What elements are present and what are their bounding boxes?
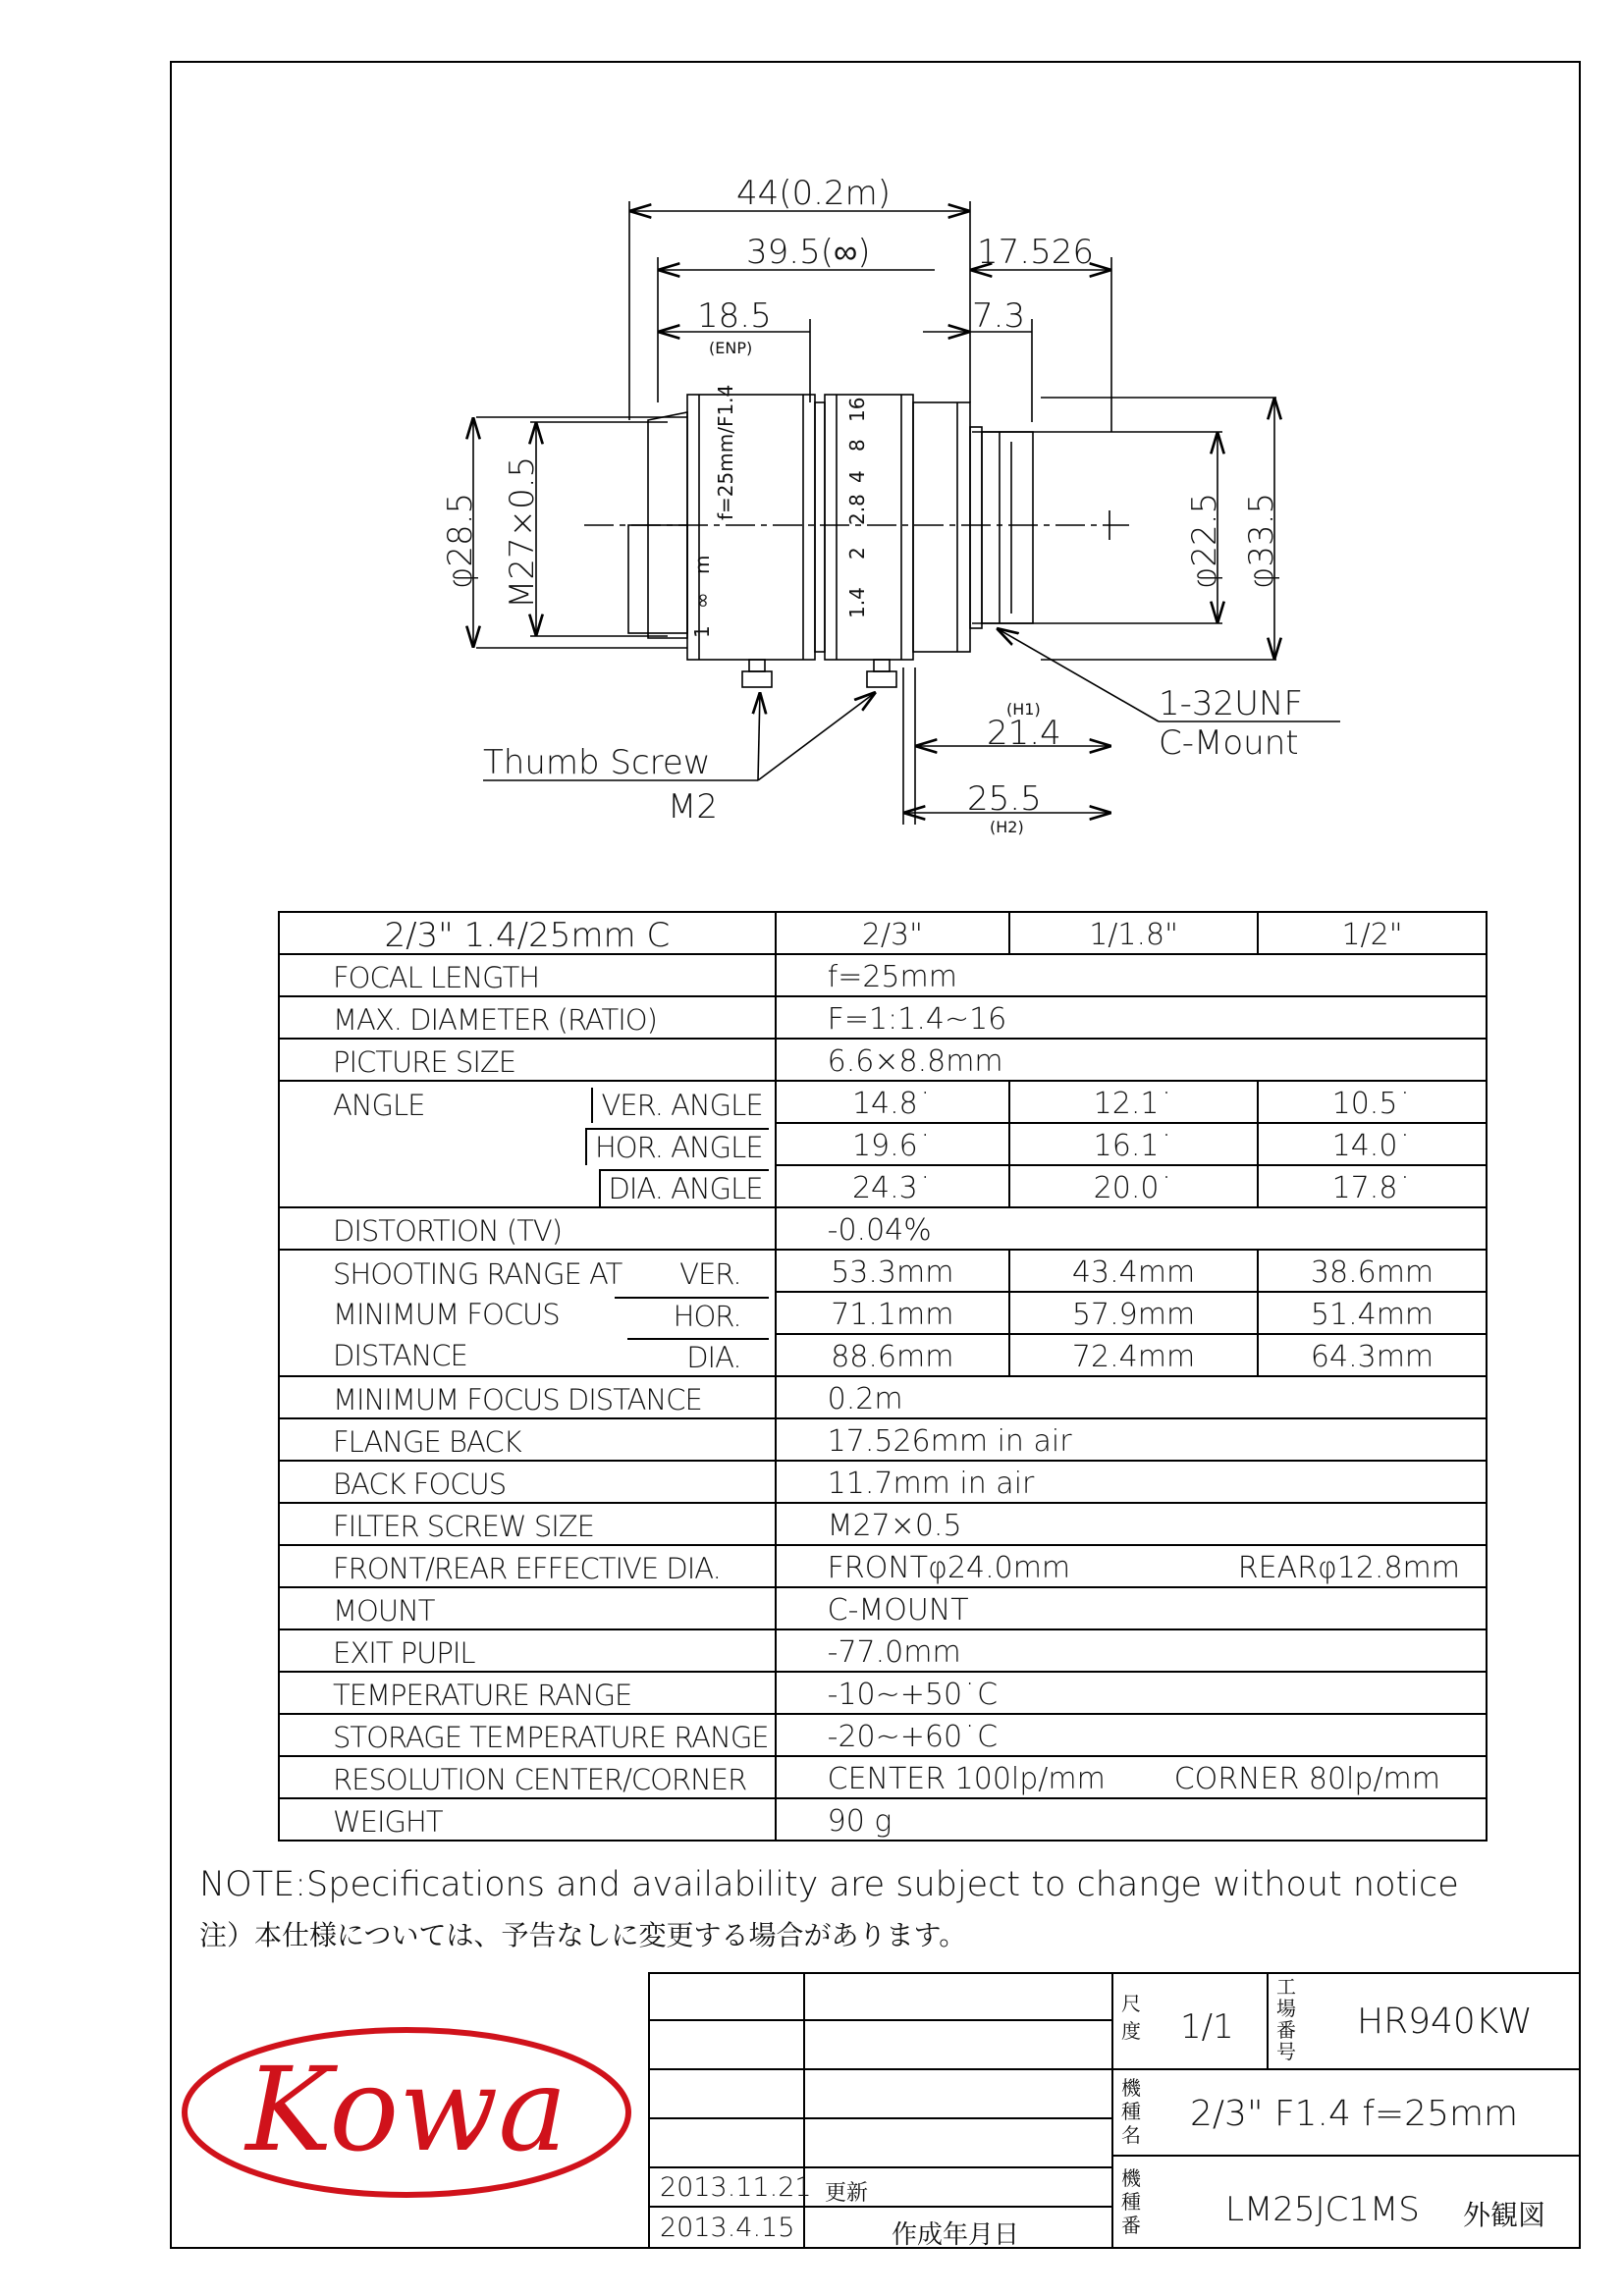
tb-scale: 1/1 [1180,2007,1234,2047]
spec-label: FLANGE BACK [279,1418,776,1461]
tb-date-updated: 2013.11.21 [660,2172,812,2203]
table-row [279,1461,1487,1503]
dim-phi-28-5: φ28.5 [441,492,480,589]
spec-label: MOUNT [279,1587,776,1629]
barrel-aperture-16: 16 [845,397,869,422]
tb-model-label: 機種名 [1121,2076,1141,2147]
table-row [279,996,1487,1039]
spec-label: MAX. DIAMETER (RATIO) [279,996,776,1039]
dim-7-3: 7.3 [972,296,1026,336]
dim-17-526: 17.526 [977,233,1094,272]
barrel-focus-inf: ∞ [690,592,714,609]
lens-drawing [0,0,1623,883]
logo-text: Kowa [245,2042,568,2177]
table-row [279,1629,1487,1672]
tb-cell [648,2117,805,2168]
spec-label [279,1123,776,1165]
table-row [279,1376,1487,1418]
label-thumb-screw: Thumb Screw [483,743,711,782]
spec-header-row [279,912,1487,954]
spec-value: F=1:1.4~16 [776,996,1487,1039]
spec-header-title: 2/3" 1.4/25mm C [279,912,776,954]
spec-label [279,1250,776,1292]
spec-label: FILTER SCREW SIZE [279,1503,776,1545]
spec-label [279,1165,776,1207]
spec-value: 17.8˙ [1258,1165,1487,1207]
spec-value: 10.5˙ [1258,1081,1487,1123]
spec-value: C-MOUNT [776,1587,1487,1629]
spec-value [776,1756,1487,1798]
table-row [279,1418,1487,1461]
spec-value: -77.0mm [776,1629,1487,1672]
table-row [279,1165,1487,1207]
tb-number: LM25JC1MS [1225,2190,1420,2229]
spec-label: FRONT/REAR EFFECTIVE DIA. [279,1545,776,1587]
spec-value: 17.526mm in air [776,1418,1487,1461]
spec-label: RESOLUTION CENTER/CORNER [279,1756,776,1798]
spec-value: 20.0˙ [1009,1165,1258,1207]
spec-value: 88.6mm [776,1334,1009,1376]
table-row [279,1292,1487,1334]
spec-value: 72.4mm [1009,1334,1258,1376]
dim-18-5: 18.5 [697,296,772,336]
dim-21-4: 21.4 [987,714,1061,753]
table-row [279,1081,1487,1123]
spec-value: 14.8˙ [776,1081,1009,1123]
tb-date-created-label: 作成年月日 [892,2220,1020,2250]
table-row [279,1756,1487,1798]
spec-sublabel: VER. [679,1257,741,1291]
spec-label: FOCAL LENGTH [279,954,776,996]
spec-angle-label: ANGLE [333,1089,425,1122]
table-row [279,1714,1487,1756]
tb-factory-label: 工場番号 [1276,1975,1296,2063]
tb-cell [648,1972,805,2021]
spec-value: -20~+60˙C [776,1714,1487,1756]
tb-cell [648,2019,805,2070]
spec-label: STORAGE TEMPERATURE RANGE [279,1714,776,1756]
spec-value: 19.6˙ [776,1123,1009,1165]
spec-value: 12.1˙ [1009,1081,1258,1123]
spec-header-col: 1/1.8" [1009,912,1258,954]
spec-label: MINIMUM FOCUS DISTANCE [279,1376,776,1418]
spec-label: WEIGHT [279,1798,776,1841]
tb-cell [803,2117,1113,2168]
spec-value: 0.2m [776,1376,1487,1418]
tb-scale-label: 尺度 [1121,1992,1141,2043]
dim-m27: M27×0.5 [503,455,542,609]
spec-header-col: 1/2" [1258,912,1487,954]
tb-cell [648,2068,805,2119]
spec-value: 53.3mm [776,1250,1009,1292]
dim-39-5: 39.5(∞) [746,233,871,272]
tb-cell [803,1972,1113,2021]
spec-value: 16.1˙ [1009,1123,1258,1165]
label-unf: 1-32UNF [1159,684,1304,723]
spec-header-col: 2/3" [776,912,1009,954]
spec-sublabel: HOR. [615,1297,769,1334]
spec-value-rear: REARφ12.8mm [1237,1551,1460,1585]
table-row [279,1039,1487,1081]
barrel-aperture-2-8: 2.8 [845,494,869,525]
tb-factory: HR940KW [1357,2002,1533,2042]
dim-enp: (ENP) [709,339,753,357]
spec-label: PICTURE SIZE [279,1039,776,1081]
barrel-aperture-2: 2 [845,547,869,560]
note-english: NOTE:Specifications and availability are subject to change without notice [199,1865,1459,1904]
title-block [648,1972,1581,2249]
spec-value: 38.6mm [1258,1250,1487,1292]
table-row [279,1587,1487,1629]
spec-value: 64.3mm [1258,1334,1487,1376]
kowa-logo [180,2024,633,2201]
spec-value: f=25mm [776,954,1487,996]
table-row [279,1672,1487,1714]
note-japanese: 注）本仕様については、予告なしに変更する場合があります。 [199,1919,967,1951]
dim-h1: (H1) [1006,700,1041,719]
tb-cell [803,2068,1113,2119]
dim-44: 44(0.2m) [736,174,891,213]
spec-shooting-label: SHOOTING RANGE AT [333,1257,622,1291]
spec-sublabel: VER. ANGLE [591,1088,768,1123]
spec-table [278,911,1488,1842]
barrel-aperture-4: 4 [845,470,869,483]
spec-label [279,1334,776,1376]
tb-number-label: 機種番 [1121,2166,1141,2237]
spec-value: M27×0.5 [776,1503,1487,1545]
barrel-aperture-1-4: 1.4 [845,587,869,618]
tb-date-created: 2013.4.15 [660,2213,795,2243]
spec-value: -0.04% [776,1207,1487,1250]
spec-shooting-label: MINIMUM FOCUS [333,1298,560,1331]
spec-value: 11.7mm in air [776,1461,1487,1503]
dim-phi-33-5: φ33.5 [1242,492,1281,589]
barrel-focal: f=25mm/F1.4 [714,384,737,520]
barrel-focus-m: m [690,555,714,574]
spec-sublabel: DIA. [627,1338,768,1375]
spec-value: 24.3˙ [776,1165,1009,1207]
dim-25-5: 25.5 [967,779,1042,819]
label-c-mount: C-Mount [1159,723,1299,763]
spec-value [776,1545,1487,1587]
spec-label: BACK FOCUS [279,1461,776,1503]
spec-value: 90 g [776,1798,1487,1841]
table-row [279,1207,1487,1250]
tb-number-suffix: 外観図 [1463,2199,1546,2231]
spec-value: 43.4mm [1009,1250,1258,1292]
spec-value-front: FRONTφ24.0mm [827,1551,1071,1585]
table-row [279,1503,1487,1545]
table-row [279,1334,1487,1376]
spec-value-corner: CORNER 80lp/mm [1173,1762,1440,1796]
spec-label [279,1292,776,1334]
dim-phi-22-5: φ22.5 [1185,492,1224,589]
table-row [279,954,1487,996]
spec-label [279,1081,776,1123]
barrel-aperture-8: 8 [845,439,869,452]
spec-label: TEMPERATURE RANGE [279,1672,776,1714]
spec-sublabel: HOR. ANGLE [585,1128,769,1165]
spec-value: 6.6×8.8mm [776,1039,1487,1081]
spec-shooting-label: DISTANCE [333,1339,467,1372]
spec-label: EXIT PUPIL [279,1629,776,1672]
tb-model: 2/3" F1.4 f=25mm [1190,2094,1519,2134]
table-row [279,1250,1487,1292]
spec-value: 51.4mm [1258,1292,1487,1334]
table-row [279,1798,1487,1841]
spec-value-center: CENTER 100lp/mm [827,1762,1106,1796]
spec-value: 57.9mm [1009,1292,1258,1334]
tb-date-updated-label: 更新 [825,2181,869,2206]
table-row [279,1123,1487,1165]
spec-value: -10~+50˙C [776,1672,1487,1714]
spec-value: 71.1mm [776,1292,1009,1334]
spec-value: 14.0˙ [1258,1123,1487,1165]
label-m2: M2 [668,787,718,827]
spec-label: DISTORTION (TV) [279,1207,776,1250]
dim-h2: (H2) [990,818,1024,836]
tb-cell [803,2019,1113,2070]
table-row [279,1545,1487,1587]
spec-sublabel: DIA. ANGLE [599,1169,769,1206]
barrel-focus-1: 1 [690,625,714,638]
